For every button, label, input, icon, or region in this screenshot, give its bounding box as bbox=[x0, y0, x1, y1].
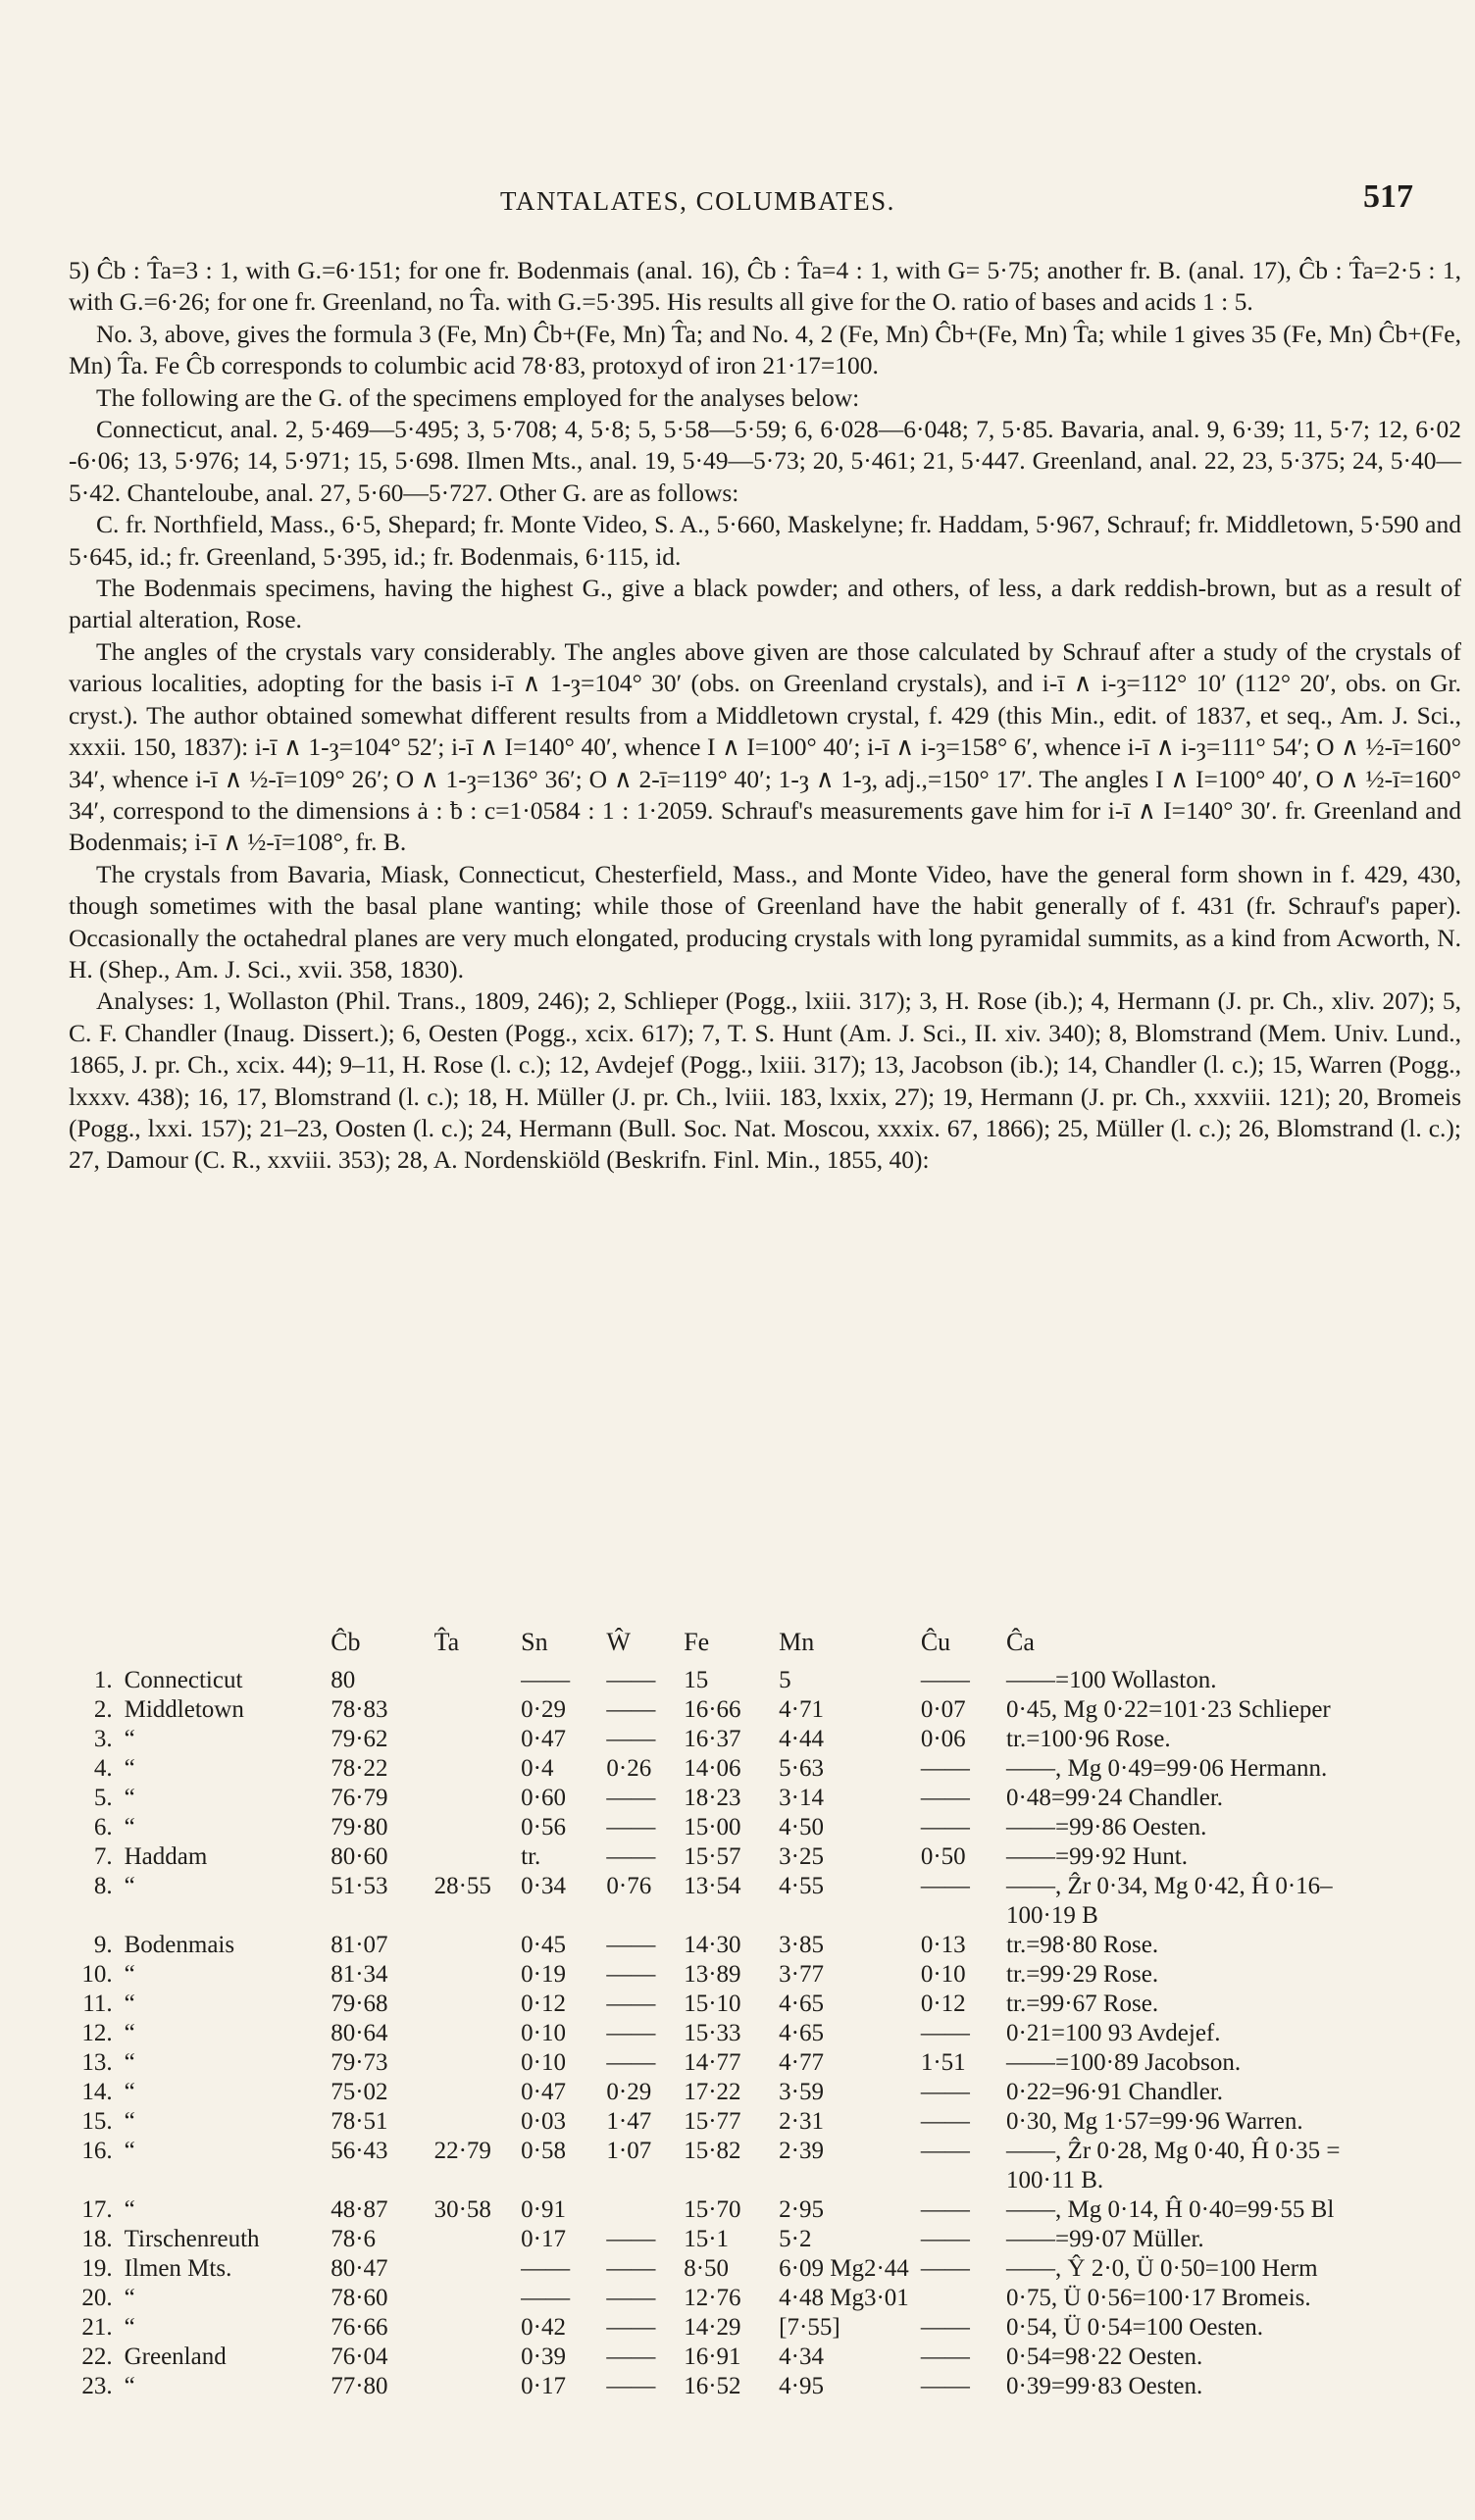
table-row bbox=[69, 1726, 1461, 1755]
cell-ta bbox=[429, 2314, 516, 2344]
cell-ta bbox=[429, 2079, 516, 2108]
cell-mn: 4·50 bbox=[779, 1814, 824, 1840]
cell-w: —— bbox=[606, 2373, 656, 2399]
cell-w bbox=[600, 2167, 678, 2196]
cell-w: —— bbox=[606, 1696, 656, 1723]
cell-cu: 1·51 bbox=[920, 2049, 966, 2076]
cell-ta: 28·55 bbox=[433, 1873, 491, 1899]
cell-w bbox=[600, 1902, 678, 1932]
cell-no: 22. bbox=[81, 2344, 113, 2370]
cell-fe: 15·57 bbox=[684, 1843, 741, 1870]
cell-loc: “ bbox=[124, 1755, 135, 1782]
cell-w bbox=[600, 2196, 678, 2226]
cell-loc: “ bbox=[124, 2138, 135, 2164]
cell-rem: ——, Mg 0·49=99·06 Hermann. bbox=[1006, 1755, 1328, 1782]
cell-ta bbox=[429, 2020, 516, 2049]
cell-no bbox=[69, 1902, 119, 1932]
cell-mn: 4·95 bbox=[779, 2373, 824, 2399]
cell-ta bbox=[429, 1932, 516, 1961]
page-number: 517 bbox=[1363, 178, 1413, 215]
cell-mn bbox=[773, 1902, 915, 1932]
cell-cu: —— bbox=[920, 2079, 970, 2105]
paragraph: The following are the G. of the specimens employed for the analyses below: bbox=[96, 382, 860, 412]
cell-w: 1·07 bbox=[606, 2138, 652, 2164]
cell-cu: —— bbox=[920, 1873, 970, 1899]
cell-rem: ——, Mg 0·14, Ĥ 0·40=99·55 Bl bbox=[1006, 2196, 1335, 2223]
cell-loc: Ilmen Mts. bbox=[124, 2255, 232, 2282]
cell-w: 0·26 bbox=[606, 1755, 652, 1782]
cell-ta bbox=[429, 2167, 516, 2196]
cell-fe: 14·77 bbox=[684, 2049, 741, 2076]
table-row bbox=[69, 1902, 1461, 1932]
cell-fe: 14·29 bbox=[684, 2314, 741, 2341]
paragraph: No. 3, above, gives the formula 3 (Fe, Mn) Ĉb+(Fe, Mn) T̂a; and No. 4, 2 (Fe, Mn) Ĉb+(Fe, Mn) T̂a; while 1 gives 35 (Fe, Mn) Ĉb+(Fe, Mn) T̂a. Fe Ĉb corresponds to columbic acid 78·83, protoxyd of iron 21·17=100. bbox=[69, 319, 1461, 380]
cell-cb: 76·79 bbox=[331, 1785, 388, 1811]
cell-rem: 0·21=100 93 Avdejef. bbox=[1006, 2020, 1221, 2046]
cell-loc: “ bbox=[124, 2079, 135, 2105]
cell-rem: ——=99·86 Oesten. bbox=[1006, 1814, 1207, 1840]
cell-w: —— bbox=[606, 1785, 656, 1811]
cell-w: 0·76 bbox=[606, 1873, 652, 1899]
cell-mn: 5·2 bbox=[779, 2226, 812, 2252]
cell-w: —— bbox=[606, 2344, 656, 2370]
cell-no: 21. bbox=[81, 2314, 113, 2341]
cell-fe: 13·54 bbox=[684, 1873, 741, 1899]
cell-fe: 16·66 bbox=[684, 1696, 741, 1723]
cell-no: 5. bbox=[93, 1785, 113, 1811]
cell-ta bbox=[429, 2049, 516, 2079]
cell-fe: 16·37 bbox=[684, 1726, 741, 1752]
column-header: T̂a bbox=[433, 1628, 460, 1656]
cell-sn: tr. bbox=[521, 1843, 541, 1870]
cell-sn: 0·45 bbox=[521, 1932, 566, 1958]
cell-rem: 0·48=99·24 Chandler. bbox=[1006, 1785, 1224, 1811]
cell-cu bbox=[915, 1902, 1000, 1932]
cell-fe: 18·23 bbox=[684, 1785, 741, 1811]
cell-cu: 0·10 bbox=[920, 1961, 966, 1988]
cell-w: 0·29 bbox=[606, 2079, 652, 2105]
cell-cb: 80·47 bbox=[331, 2255, 388, 2282]
cell-ta bbox=[429, 1726, 516, 1755]
cell-cu: —— bbox=[920, 2138, 970, 2164]
cell-sn: 0·10 bbox=[521, 2049, 566, 2076]
paragraph: Analyses: 1, Wollaston (Phil. Trans., 1809, 246); 2, Schlieper (Pogg., lxiii. 317); 3, H. Rose (ib.); 4, Hermann (J. pr. Ch., xliv. 207); 5, C. F. Chandler (Inaug. Dissert.); 6, Oesten (Pogg., xcix. 617); 7, T. S. Hunt (Am. J. Sci., II. xiv. 340); 8, Blomstrand (Mem. Univ. Lund., 1865, J. pr. Ch., xcix. 44); 9–11, H. Rose (l. c.); 12, Avdejef (Pogg., lxiii. 317); 13, Jacobson (ib.); 14, Chandler (l. c.); 15, Warren (Pogg., lxxxv. 438); 16, 17, Blomstrand (l. c.); 18, H. Müller (J. pr. Ch., lviii. 183, lxxix, 27); 19, Hermann (J. pr. Ch., xxxviii. 121); 20, Bromeis (Pogg., lxxi. 157); 21–23, Oosten (l. c.); 24, Hermann (Bull. Soc. Nat. Moscou, xxxix. 67, 1866); 25, Müller (l. c.); 26, Blomstrand (l. c.); 27, Damour (C. R., xxviii. 353); 28, A. Nordenskiöld (Beskrifn. Finl. Min., 1855, 40): bbox=[69, 986, 1461, 1175]
cell-mn: 3·77 bbox=[779, 1961, 824, 1988]
cell-no: 11. bbox=[82, 1991, 113, 2017]
cell-loc: “ bbox=[124, 2373, 135, 2399]
cell-loc: Greenland bbox=[124, 2344, 227, 2370]
cell-loc bbox=[119, 1902, 326, 1932]
cell-mn: 4·65 bbox=[779, 2020, 824, 2046]
paragraph: The Bodenmais specimens, having the highest G., give a black powder; and others, of less, a dark reddish-brown, but as a result of partial alteration, Rose. bbox=[69, 574, 1461, 634]
cell-loc bbox=[119, 2167, 326, 2196]
cell-cb: 56·43 bbox=[331, 2138, 388, 2164]
cell-loc: “ bbox=[124, 2020, 135, 2046]
column-header: Ŵ bbox=[606, 1628, 631, 1656]
cell-rem: ——, Ŷ 2·0, Ü 0·50=100 Herm bbox=[1006, 2255, 1318, 2282]
cell-cb: 80·60 bbox=[331, 1843, 388, 1870]
cell-cb: 75·02 bbox=[331, 2079, 388, 2105]
cell-w: —— bbox=[606, 1814, 656, 1840]
cell-cb: 79·62 bbox=[331, 1726, 388, 1752]
cell-loc: Tirschenreuth bbox=[124, 2226, 260, 2252]
cell-cu: —— bbox=[920, 2314, 970, 2341]
table-row bbox=[69, 2314, 1461, 2344]
cell-rem: tr.=100·96 Rose. bbox=[1006, 1726, 1171, 1752]
paragraph: 5) Ĉb : T̂a=3 : 1, with G.=6·151; for one fr. Bodenmais (anal. 16), Ĉb : T̂a=4 : 1, with G= 5·75; another fr. B. (anal. 17), Ĉb : T̂a=2·5 : 1, with G.=6·26; for one fr. Greenland, no T̂a. with G.=5·395. His results all give for the O. ratio of bases and acids 1 : 5. bbox=[69, 256, 1461, 317]
cell-no: 23. bbox=[81, 2373, 113, 2399]
cell-sn: 0·56 bbox=[521, 1814, 566, 1840]
cell-sn bbox=[515, 1902, 600, 1932]
cell-mn: 4·55 bbox=[779, 1873, 824, 1899]
cell-sn: —— bbox=[521, 2255, 571, 2282]
cell-rem: ——=99·92 Hunt. bbox=[1006, 1843, 1188, 1870]
table-row bbox=[69, 2167, 1461, 2196]
table-row bbox=[69, 2226, 1461, 2255]
column-header: Mn bbox=[779, 1628, 815, 1656]
cell-cb: 78·6 bbox=[331, 2226, 377, 2252]
cell-w: —— bbox=[606, 2255, 656, 2282]
cell-no: 17. bbox=[81, 2196, 113, 2223]
cell-fe: 15·10 bbox=[684, 1991, 741, 2017]
table-row bbox=[69, 1991, 1461, 2020]
cell-sn: 0·47 bbox=[521, 2079, 566, 2105]
cell-cb: 78·83 bbox=[331, 1696, 388, 1723]
column-header: Fe bbox=[684, 1628, 710, 1656]
cell-cb: 78·60 bbox=[331, 2285, 388, 2311]
cell-rem: ——=100·89 Jacobson. bbox=[1006, 2049, 1242, 2076]
cell-cu: —— bbox=[920, 1667, 970, 1693]
cell-sn: 0·47 bbox=[521, 1726, 566, 1752]
cell-fe: 15·1 bbox=[684, 2226, 730, 2252]
cell-cb: 78·51 bbox=[331, 2108, 388, 2135]
table-row bbox=[69, 1873, 1461, 1902]
cell-fe: 17·22 bbox=[684, 2079, 741, 2105]
cell-no: 8. bbox=[93, 1873, 113, 1899]
cell-mn: 4·65 bbox=[779, 1991, 824, 2017]
table-row bbox=[69, 2285, 1461, 2314]
table-row bbox=[69, 2049, 1461, 2079]
table-row bbox=[69, 2196, 1461, 2226]
cell-ta bbox=[429, 1902, 516, 1932]
cell-loc: “ bbox=[124, 2314, 135, 2341]
table-row bbox=[69, 1755, 1461, 1785]
cell-fe: 13·89 bbox=[684, 1961, 741, 1988]
table-row bbox=[69, 2138, 1461, 2167]
cell-cb: 80 bbox=[331, 1667, 356, 1693]
cell-no: 7. bbox=[93, 1843, 113, 1870]
cell-cu: 0·13 bbox=[920, 1932, 966, 1958]
cell-rem: tr.=98·80 Rose. bbox=[1006, 1932, 1159, 1958]
cell-cb: 76·04 bbox=[331, 2344, 388, 2370]
table-row bbox=[69, 1814, 1461, 1843]
cell-sn: 0·19 bbox=[521, 1961, 566, 1988]
cell-fe: 15·82 bbox=[684, 2138, 741, 2164]
cell-no: 6. bbox=[93, 1814, 113, 1840]
analyses-table bbox=[69, 1628, 1461, 2402]
table-header-row bbox=[69, 1628, 1461, 1667]
cell-rem: tr.=99·29 Rose. bbox=[1006, 1961, 1159, 1988]
cell-rem: 100·11 B. bbox=[1006, 2167, 1104, 2193]
table-row bbox=[69, 2344, 1461, 2373]
cell-loc: Middletown bbox=[124, 1696, 244, 1723]
cell-cu bbox=[915, 2285, 1000, 2314]
cell-loc: “ bbox=[124, 1785, 135, 1811]
cell-sn: 0·91 bbox=[521, 2196, 566, 2223]
cell-cb: 51·53 bbox=[331, 1873, 388, 1899]
cell-no: 10. bbox=[81, 1961, 113, 1988]
cell-sn: 0·58 bbox=[521, 2138, 566, 2164]
cell-sn: 0·17 bbox=[521, 2226, 566, 2252]
cell-cb: 81·07 bbox=[331, 1932, 388, 1958]
cell-loc: “ bbox=[124, 1726, 135, 1752]
cell-cu: —— bbox=[920, 2344, 970, 2370]
table-row bbox=[69, 1843, 1461, 1873]
table-row bbox=[69, 1667, 1461, 1696]
cell-ta bbox=[429, 1755, 516, 1785]
cell-cu: 0·12 bbox=[920, 1991, 966, 2017]
cell-w: —— bbox=[606, 1726, 656, 1752]
cell-loc: “ bbox=[124, 2285, 135, 2311]
cell-sn: —— bbox=[521, 1667, 571, 1693]
cell-sn: 0·17 bbox=[521, 2373, 566, 2399]
cell-cb: 80·64 bbox=[331, 2020, 388, 2046]
column-header: Sn bbox=[521, 1628, 548, 1656]
cell-fe bbox=[678, 1902, 773, 1932]
cell-mn: [7·55] bbox=[779, 2314, 840, 2341]
cell-sn: 0·60 bbox=[521, 1785, 566, 1811]
cell-fe: 14·06 bbox=[684, 1755, 741, 1782]
cell-no: 9. bbox=[93, 1932, 113, 1958]
cell-sn: 0·10 bbox=[521, 2020, 566, 2046]
cell-w: —— bbox=[606, 1843, 656, 1870]
cell-ta bbox=[429, 2226, 516, 2255]
cell-cu: 0·06 bbox=[920, 1726, 966, 1752]
cell-cb: 79·73 bbox=[331, 2049, 388, 2076]
cell-loc: Bodenmais bbox=[124, 1932, 235, 1958]
cell-fe: 15 bbox=[684, 1667, 709, 1693]
cell-mn: 3·59 bbox=[779, 2079, 824, 2105]
table-row bbox=[69, 2373, 1461, 2402]
cell-ta bbox=[429, 1961, 516, 1991]
cell-cb bbox=[325, 1902, 428, 1932]
cell-rem: 0·45, Mg 0·22=101·23 Schlieper bbox=[1006, 1696, 1331, 1723]
cell-ta bbox=[429, 2373, 516, 2402]
cell-cu: 0·07 bbox=[920, 1696, 966, 1723]
cell-ta bbox=[429, 2255, 516, 2285]
table-row bbox=[69, 1961, 1461, 1991]
cell-no bbox=[69, 2167, 119, 2196]
cell-loc: “ bbox=[124, 2108, 135, 2135]
cell-no: 2. bbox=[93, 1696, 113, 1723]
cell-w: —— bbox=[606, 2020, 656, 2046]
cell-fe: 15·00 bbox=[684, 1814, 741, 1840]
cell-ta bbox=[429, 1667, 516, 1696]
cell-cb: 78·22 bbox=[331, 1755, 388, 1782]
running-title: TANTALATES, COLUMBATES. bbox=[500, 186, 895, 216]
cell-ta bbox=[429, 1991, 516, 2020]
cell-rem: 0·54, Ü 0·54=100 Oesten. bbox=[1006, 2314, 1264, 2341]
cell-ta bbox=[429, 1696, 516, 1726]
cell-cb: 48·87 bbox=[331, 2196, 388, 2223]
table-row bbox=[69, 1696, 1461, 1726]
cell-mn: 3·85 bbox=[779, 1932, 824, 1958]
cell-ta bbox=[429, 1843, 516, 1873]
cell-mn: 5 bbox=[779, 1667, 791, 1693]
paragraph: The crystals from Bavaria, Miask, Connecticut, Chesterfield, Mass., and Monte Video, have the general form shown in f. 429, 430, though sometimes with the basal plane wanting; while those of Greenland have the habit generally of f. 431 (fr. Schrauf's paper). Occasionally the octahedral planes are very much elongated, producing crystals with long pyramidal summits, as a kind from Acworth, N. H. (Shep., Am. J. Sci., xvii. 358, 1830). bbox=[69, 859, 1461, 983]
cell-cu bbox=[915, 2167, 1000, 2196]
cell-mn: 4·48 Mg3·01 bbox=[779, 2285, 909, 2311]
cell-cb: 76·66 bbox=[331, 2314, 388, 2341]
cell-rem: ——=100 Wollaston. bbox=[1006, 1667, 1217, 1693]
cell-rem: 0·30, Mg 1·57=99·96 Warren. bbox=[1006, 2108, 1303, 2135]
cell-w: —— bbox=[606, 1667, 656, 1693]
cell-no: 19. bbox=[81, 2255, 113, 2282]
paragraph: C. fr. Northfield, Mass., 6·5, Shepard; fr. Monte Video, S. A., 5·660, Maskelyne; fr. Haddam, 5·967, Schrauf; fr. Middletown, 5·590 and 5·645, id.; fr. Greenland, 5·395, id.; fr. Bodenmais, 6·115, id. bbox=[69, 510, 1461, 571]
cell-mn: 4·71 bbox=[779, 1696, 824, 1723]
cell-sn: 0·29 bbox=[521, 1696, 566, 1723]
cell-no: 1. bbox=[93, 1667, 113, 1693]
cell-loc: “ bbox=[124, 1991, 135, 2017]
cell-cu: —— bbox=[920, 2255, 970, 2282]
cell-cb: 81·34 bbox=[331, 1961, 388, 1988]
table-body bbox=[69, 1667, 1461, 2402]
table-row bbox=[69, 1932, 1461, 1961]
cell-rem: 0·75, Ü 0·56=100·17 Bromeis. bbox=[1006, 2285, 1311, 2311]
cell-ta bbox=[429, 1814, 516, 1843]
cell-fe: 14·30 bbox=[684, 1932, 741, 1958]
cell-loc: “ bbox=[124, 2196, 135, 2223]
cell-ta: 30·58 bbox=[433, 2196, 491, 2223]
cell-mn: 4·44 bbox=[779, 1726, 824, 1752]
cell-mn bbox=[773, 2167, 915, 2196]
cell-ta bbox=[429, 1785, 516, 1814]
cell-cu: —— bbox=[920, 1755, 970, 1782]
cell-rem: 0·54=98·22 Oesten. bbox=[1006, 2344, 1203, 2370]
cell-loc: “ bbox=[124, 2049, 135, 2076]
cell-cb bbox=[325, 2167, 428, 2196]
cell-w: 1·47 bbox=[606, 2108, 652, 2135]
cell-rem: 0·22=96·91 Chandler. bbox=[1006, 2079, 1224, 2105]
cell-loc: “ bbox=[124, 1961, 135, 1988]
cell-cb: 79·80 bbox=[331, 1814, 388, 1840]
cell-rem: ——, Ẑr 0·34, Mg 0·42, Ĥ 0·16– bbox=[1006, 1873, 1333, 1899]
cell-w: —— bbox=[606, 1932, 656, 1958]
paragraph: Connecticut, anal. 2, 5·469—5·495; 3, 5·708; 4, 5·8; 5, 5·58—5·59; 6, 6·028—6·048; 7, 5·85. Bavaria, anal. 9, 6·39; 11, 5·7; 12, 6·02 -6·06; 13, 5·976; 14, 5·971; 15, 5·698. Ilmen Mts., anal. 19, 5·49—5·73; 20, 5·461; 21, 5·447. Greenland, anal. 22, 23, 5·375; 24, 5·40—5·42. Chanteloube, anal. 27, 5·60—5·727. Other G. are as follows: bbox=[69, 415, 1461, 507]
cell-mn: 6·09 Mg2·44 bbox=[779, 2255, 909, 2282]
cell-cb: 77·80 bbox=[331, 2373, 388, 2399]
cell-fe: 12·76 bbox=[684, 2285, 741, 2311]
cell-sn: 0·12 bbox=[521, 1991, 566, 2017]
cell-cu: —— bbox=[920, 1814, 970, 1840]
cell-ta bbox=[429, 2344, 516, 2373]
cell-sn: 0·4 bbox=[521, 1755, 554, 1782]
cell-cu: 0·50 bbox=[920, 1843, 966, 1870]
cell-fe: 15·70 bbox=[684, 2196, 741, 2223]
cell-fe: 16·52 bbox=[684, 2373, 741, 2399]
cell-no: 18. bbox=[81, 2226, 113, 2252]
cell-no: 15. bbox=[81, 2108, 113, 2135]
cell-w: —— bbox=[606, 1961, 656, 1988]
cell-loc: “ bbox=[124, 1814, 135, 1840]
cell-sn: 0·42 bbox=[521, 2314, 566, 2341]
cell-cu: —— bbox=[920, 1785, 970, 1811]
cell-sn bbox=[515, 2167, 600, 2196]
cell-loc: Connecticut bbox=[124, 1667, 243, 1693]
running-header bbox=[69, 178, 1461, 235]
cell-rem: 100·19 B bbox=[1006, 1902, 1098, 1929]
cell-rem: ——, Ẑr 0·28, Mg 0·40, Ĥ 0·35 = bbox=[1006, 2138, 1341, 2164]
cell-mn: 3·14 bbox=[779, 1785, 824, 1811]
paragraph: The angles of the crystals vary considerably. The angles above given are those calculated by Schrauf after a study of the crystals of various localities, adopting for the basis i-ī ∧ 1-ȝ=104° 30′ (obs. on Greenland crystals), and i-ī ∧ i-ȝ=112° 10′ (112° 20′, obs. on Gr. cryst.). The author obtained somewhat different results from a Middletown crystal, f. 429 (this Min., edit. of 1837, et seq., Am. J. Sci., xxxii. 150, 1837): i-ī ∧ 1-ȝ=104° 52′; i-ī ∧ I=140° 40′, whence I ∧ I=100° 40′; i-ī ∧ i-ȝ=158° 6′, whence i-ī ∧ i-ȝ=111° 54′; O ∧ ½-ī=160° 34′, whence i-ī ∧ ½-ī=109° 26′; O ∧ 1-ȝ=136° 36′; O ∧ 2-ī=119° 40′; 1-ȝ ∧ 1-ȝ, adj.,=150° 17′. The angles I ∧ I=100° 40′, O ∧ ½-ī=160° 34′, correspond to the dimensions ȧ : ƀ : c=1·0584 : 1 : 1·2059. Schrauf's measurements gave him for i-ī ∧ I=140° 30′. fr. Greenland and Bodenmais; i-ī ∧ ½-ī=108°, fr. B. bbox=[69, 636, 1461, 857]
cell-ta: 22·79 bbox=[433, 2138, 491, 2164]
cell-fe: 15·33 bbox=[684, 2020, 741, 2046]
cell-loc: Haddam bbox=[124, 1843, 208, 1870]
cell-fe: 8·50 bbox=[684, 2255, 730, 2282]
cell-mn: 2·39 bbox=[779, 2138, 824, 2164]
cell-mn: 3·25 bbox=[779, 1843, 824, 1870]
cell-fe: 16·91 bbox=[684, 2344, 741, 2370]
cell-mn: 5·63 bbox=[779, 1755, 824, 1782]
cell-w: —— bbox=[606, 2049, 656, 2076]
cell-w: —— bbox=[606, 2226, 656, 2252]
column-header: Ĉu bbox=[920, 1628, 951, 1656]
cell-cu: —— bbox=[920, 2020, 970, 2046]
cell-cb: 79·68 bbox=[331, 1991, 388, 2017]
cell-mn: 4·34 bbox=[779, 2344, 824, 2370]
cell-no: 12. bbox=[81, 2020, 113, 2046]
body-text bbox=[69, 255, 1461, 1177]
table-row bbox=[69, 2020, 1461, 2049]
cell-rem: ——=99·07 Müller. bbox=[1006, 2226, 1204, 2252]
table-row bbox=[69, 1785, 1461, 1814]
cell-w: —— bbox=[606, 1991, 656, 2017]
cell-sn: 0·34 bbox=[521, 1873, 566, 1899]
cell-no: 16. bbox=[81, 2138, 113, 2164]
cell-fe bbox=[678, 2167, 773, 2196]
table-row bbox=[69, 2255, 1461, 2285]
cell-cu: —— bbox=[920, 2373, 970, 2399]
cell-sn: —— bbox=[521, 2285, 571, 2311]
cell-no: 13. bbox=[81, 2049, 113, 2076]
cell-w: —— bbox=[606, 2314, 656, 2341]
table-row bbox=[69, 2079, 1461, 2108]
cell-mn: 2·95 bbox=[779, 2196, 824, 2223]
cell-no: 4. bbox=[93, 1755, 113, 1782]
cell-cu: —— bbox=[920, 2226, 970, 2252]
cell-no: 20. bbox=[81, 2285, 113, 2311]
cell-ta bbox=[429, 2108, 516, 2138]
cell-sn: 0·39 bbox=[521, 2344, 566, 2370]
table-row bbox=[69, 2108, 1461, 2138]
cell-no: 14. bbox=[81, 2079, 113, 2105]
cell-rem: 0·39=99·83 Oesten. bbox=[1006, 2373, 1203, 2399]
cell-mn: 4·77 bbox=[779, 2049, 824, 2076]
cell-no: 3. bbox=[93, 1726, 113, 1752]
cell-rem: tr.=99·67 Rose. bbox=[1006, 1991, 1159, 2017]
column-header: Ĉa bbox=[1006, 1628, 1035, 1656]
cell-cu: —— bbox=[920, 2108, 970, 2135]
cell-ta bbox=[429, 2285, 516, 2314]
cell-w: —— bbox=[606, 2285, 656, 2311]
cell-loc: “ bbox=[124, 1873, 135, 1899]
cell-sn: 0·03 bbox=[521, 2108, 566, 2135]
cell-mn: 2·31 bbox=[779, 2108, 824, 2135]
cell-cu: —— bbox=[920, 2196, 970, 2223]
column-header: Ĉb bbox=[331, 1628, 361, 1656]
cell-fe: 15·77 bbox=[684, 2108, 741, 2135]
